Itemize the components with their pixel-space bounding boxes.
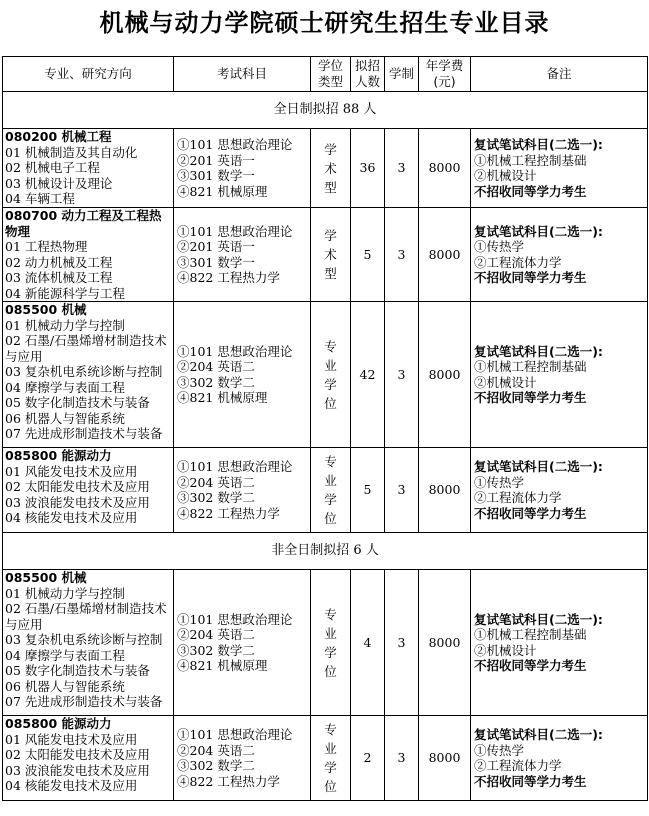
- research-direction: 02 太阳能发电技术及应用: [5, 747, 150, 762]
- table-row: [3, 302, 648, 448]
- note-title: 复试笔试科目(二选一):: [474, 137, 603, 152]
- note-item: ①机械工程控制基础: [474, 627, 587, 642]
- degree-type-char: 专: [324, 454, 337, 469]
- note-title: 复试笔试科目(二选一):: [474, 727, 603, 742]
- exam-subject: ②204 英语二: [177, 742, 255, 758]
- research-direction: 02 动力机械及工程: [5, 254, 113, 270]
- note-footer: 不招收同等学力考生: [474, 505, 587, 521]
- fee-cell: 8000: [419, 570, 471, 716]
- fee-cell: 8000: [419, 716, 471, 801]
- exam-subject: ④822 工程热力学: [177, 773, 280, 789]
- note-item: ①传热学: [474, 239, 525, 254]
- major-cell: [3, 448, 174, 533]
- exam-subject: ③302 数学二: [177, 642, 255, 658]
- major-code: 080200 机械工程: [5, 129, 112, 144]
- note-item: ②机械设计: [474, 642, 537, 658]
- exam-subject: ④822 工程热力学: [177, 270, 280, 285]
- exam-subject: ①101 思想政治理论: [177, 137, 293, 152]
- catalog-table: [2, 56, 648, 801]
- header-row: [3, 57, 648, 92]
- exam-subject: ③302 数学二: [177, 758, 255, 773]
- table-row: [3, 129, 648, 208]
- section-row: [3, 533, 648, 570]
- exam-subject: ④822 工程热力学: [177, 505, 280, 521]
- degree-type-char: 业: [324, 625, 337, 641]
- exam-subject: ①101 思想政治理论: [177, 343, 293, 359]
- research-direction: 01 工程热物理: [5, 239, 88, 254]
- section-label: 全日制拟招 88 人: [3, 92, 648, 129]
- exam-subject: ②201 英语一: [177, 152, 255, 168]
- degree-type-char: 业: [324, 357, 337, 373]
- major-cell: [3, 302, 174, 448]
- note-cell: [471, 716, 648, 801]
- research-direction: 03 波浪能发电技术及应用: [5, 494, 150, 510]
- research-direction: 03 流体机械及工程: [5, 270, 113, 285]
- note-cell: [471, 570, 648, 716]
- major-cell: [3, 716, 174, 801]
- degree-type-char: 位: [324, 779, 337, 794]
- note-title: 复试笔试科目(二选一):: [474, 343, 603, 359]
- duration-cell: 3: [385, 302, 419, 448]
- degree-type-char: 学: [324, 376, 337, 392]
- exam-subject: ④821 机械原理: [177, 183, 268, 199]
- note-footer: 不招收同等学力考生: [474, 658, 587, 673]
- exam-subjects-cell: [174, 208, 311, 302]
- note-cell: [471, 448, 648, 533]
- exam-subjects-cell: [174, 570, 311, 716]
- note-title: 复试笔试科目(二选一):: [474, 223, 603, 239]
- section-row: [3, 92, 648, 129]
- degree-type-char: 学: [324, 492, 337, 507]
- major-code: 085800 能源动力: [5, 716, 112, 731]
- degree-type-cell: [311, 129, 351, 208]
- note-cell: [471, 302, 648, 448]
- note-item: ②机械设计: [474, 168, 537, 183]
- exam-subject: ③302 数学二: [177, 374, 255, 390]
- quota-cell: 5: [351, 448, 385, 533]
- degree-type-char: 学: [324, 760, 337, 775]
- major-code: 085500 机械: [5, 570, 87, 585]
- research-direction: 01 机械制造及其自动化: [5, 144, 138, 160]
- section-label: 非全日制拟招 6 人: [3, 533, 648, 570]
- degree-type-char: 术: [324, 160, 337, 176]
- header-quota: 拟招 人数: [351, 57, 385, 92]
- research-direction: 04 核能发电技术及应用: [5, 778, 138, 793]
- fee-cell: 8000: [419, 208, 471, 302]
- note-item: ②机械设计: [474, 374, 537, 390]
- exam-subjects-cell: [174, 716, 311, 801]
- table-row: [3, 208, 648, 302]
- degree-type-cell: [311, 716, 351, 801]
- degree-type-char: 位: [324, 663, 337, 679]
- degree-type-cell: [311, 208, 351, 302]
- research-direction: 06 机器人与智能系统: [5, 410, 125, 426]
- major-code: 085800 能源动力: [5, 448, 112, 463]
- research-direction: 02 机械电子工程: [5, 160, 100, 175]
- note-item: ①机械工程控制基础: [474, 152, 587, 168]
- degree-type-char: 位: [324, 395, 337, 411]
- fee-cell: 8000: [419, 129, 471, 208]
- research-direction: 03 复杂机电系统诊断与控制: [5, 632, 163, 647]
- note-item: ①机械工程控制基础: [474, 359, 587, 374]
- exam-subject: ③301 数学一: [177, 254, 255, 270]
- note-footer: 不招收同等学力考生: [474, 773, 587, 789]
- research-direction: 02 石墨/石墨烯增材制造技术与应用: [5, 601, 167, 632]
- degree-type-char: 位: [324, 511, 337, 526]
- note-item: ②工程流体力学: [474, 490, 562, 505]
- header-degree: 学位 类型: [311, 57, 351, 92]
- note-title: 复试笔试科目(二选一):: [474, 611, 603, 627]
- degree-type-char: 业: [324, 741, 337, 756]
- degree-type-char: 专: [324, 722, 337, 737]
- degree-type-char: 术: [324, 247, 337, 262]
- quota-cell: 36: [351, 129, 385, 208]
- duration-cell: 3: [385, 716, 419, 801]
- table-row: [3, 716, 648, 801]
- fee-cell: 8000: [419, 302, 471, 448]
- research-direction: 02 石墨/石墨烯增材制造技术与应用: [5, 333, 167, 364]
- duration-cell: 3: [385, 570, 419, 716]
- research-direction: 01 风能发电技术及应用: [5, 731, 138, 747]
- major-cell: [3, 570, 174, 716]
- exam-subject: ②201 英语一: [177, 239, 255, 254]
- research-direction: 03 机械设计及理论: [5, 175, 113, 191]
- exam-subject: ②204 英语二: [177, 474, 255, 490]
- research-direction: 07 先进成形制造技术与装备: [5, 694, 163, 709]
- major-cell: [3, 208, 174, 302]
- degree-type-char: 型: [324, 179, 337, 195]
- degree-type-char: 学: [324, 228, 337, 243]
- research-direction: 01 风能发电技术及应用: [5, 463, 138, 479]
- research-direction: 04 摩擦学与表面工程: [5, 647, 125, 663]
- quota-cell: 2: [351, 716, 385, 801]
- duration-cell: 3: [385, 129, 419, 208]
- header-note: 备注: [471, 57, 648, 92]
- research-direction: 03 波浪能发电技术及应用: [5, 762, 150, 778]
- research-direction: 06 机器人与智能系统: [5, 678, 125, 694]
- degree-type-cell: [311, 570, 351, 716]
- note-item: ②工程流体力学: [474, 254, 562, 270]
- research-direction: 01 机械动力学与控制: [5, 317, 125, 333]
- exam-subject: ②204 英语二: [177, 627, 255, 642]
- quota-cell: 5: [351, 208, 385, 302]
- note-title: 复试笔试科目(二选一):: [474, 459, 603, 474]
- header-exam: 考试科目: [174, 57, 311, 92]
- degree-type-char: 学: [324, 141, 337, 157]
- table-row: [3, 448, 648, 533]
- research-direction: 04 核能发电技术及应用: [5, 510, 138, 525]
- note-item: ①传热学: [474, 474, 525, 490]
- major-code: 080700 动力工程及工程热物理: [5, 208, 162, 239]
- exam-subjects-cell: [174, 129, 311, 208]
- note-cell: [471, 129, 648, 208]
- header-fee: 年学费 (元): [419, 57, 471, 92]
- quota-cell: 4: [351, 570, 385, 716]
- research-direction: 04 新能源科学与工程: [5, 285, 125, 301]
- research-direction: 07 先进成形制造技术与装备: [5, 426, 163, 441]
- degree-type-cell: [311, 448, 351, 533]
- research-direction: 03 复杂机电系统诊断与控制: [5, 364, 163, 379]
- exam-subject: ①101 思想政治理论: [177, 459, 293, 474]
- degree-type-char: 业: [324, 473, 337, 488]
- exam-subject: ①101 思想政治理论: [177, 727, 293, 742]
- exam-subject: ③302 数学二: [177, 490, 255, 505]
- duration-cell: 3: [385, 448, 419, 533]
- degree-type-char: 学: [324, 644, 337, 660]
- research-direction: 05 数字化制造技术与装备: [5, 663, 150, 678]
- header-duration: 学制: [385, 57, 419, 92]
- duration-cell: 3: [385, 208, 419, 302]
- note-footer: 不招收同等学力考生: [474, 183, 587, 199]
- major-code: 085500 机械: [5, 302, 87, 317]
- research-direction: 04 车辆工程: [5, 191, 75, 206]
- exam-subject: ②204 英语二: [177, 359, 255, 374]
- note-item: ①传热学: [474, 742, 525, 758]
- note-cell: [471, 208, 648, 302]
- fee-cell: 8000: [419, 448, 471, 533]
- exam-subject: ①101 思想政治理论: [177, 223, 293, 239]
- exam-subject: ④821 机械原理: [177, 390, 268, 405]
- exam-subject: ③301 数学一: [177, 168, 255, 183]
- exam-subjects-cell: [174, 448, 311, 533]
- degree-type-cell: [311, 302, 351, 448]
- exam-subject: ④821 机械原理: [177, 658, 268, 673]
- research-direction: 04 摩擦学与表面工程: [5, 379, 125, 395]
- research-direction: 05 数字化制造技术与装备: [5, 395, 150, 410]
- degree-type-char: 专: [324, 606, 337, 622]
- table-row: [3, 570, 648, 716]
- degree-type-char: 专: [324, 338, 337, 354]
- research-direction: 01 机械动力学与控制: [5, 585, 125, 601]
- exam-subject: ①101 思想政治理论: [177, 611, 293, 627]
- quota-cell: 42: [351, 302, 385, 448]
- degree-type-char: 型: [324, 266, 337, 281]
- major-cell: [3, 129, 174, 208]
- note-item: ②工程流体力学: [474, 758, 562, 773]
- exam-subjects-cell: [174, 302, 311, 448]
- header-major: 专业、研究方向: [3, 57, 174, 92]
- note-footer: 不招收同等学力考生: [474, 270, 587, 285]
- note-footer: 不招收同等学力考生: [474, 390, 587, 405]
- page-title: 机械与动力学院硕士研究生招生专业目录: [99, 9, 550, 37]
- research-direction: 02 太阳能发电技术及应用: [5, 479, 150, 494]
